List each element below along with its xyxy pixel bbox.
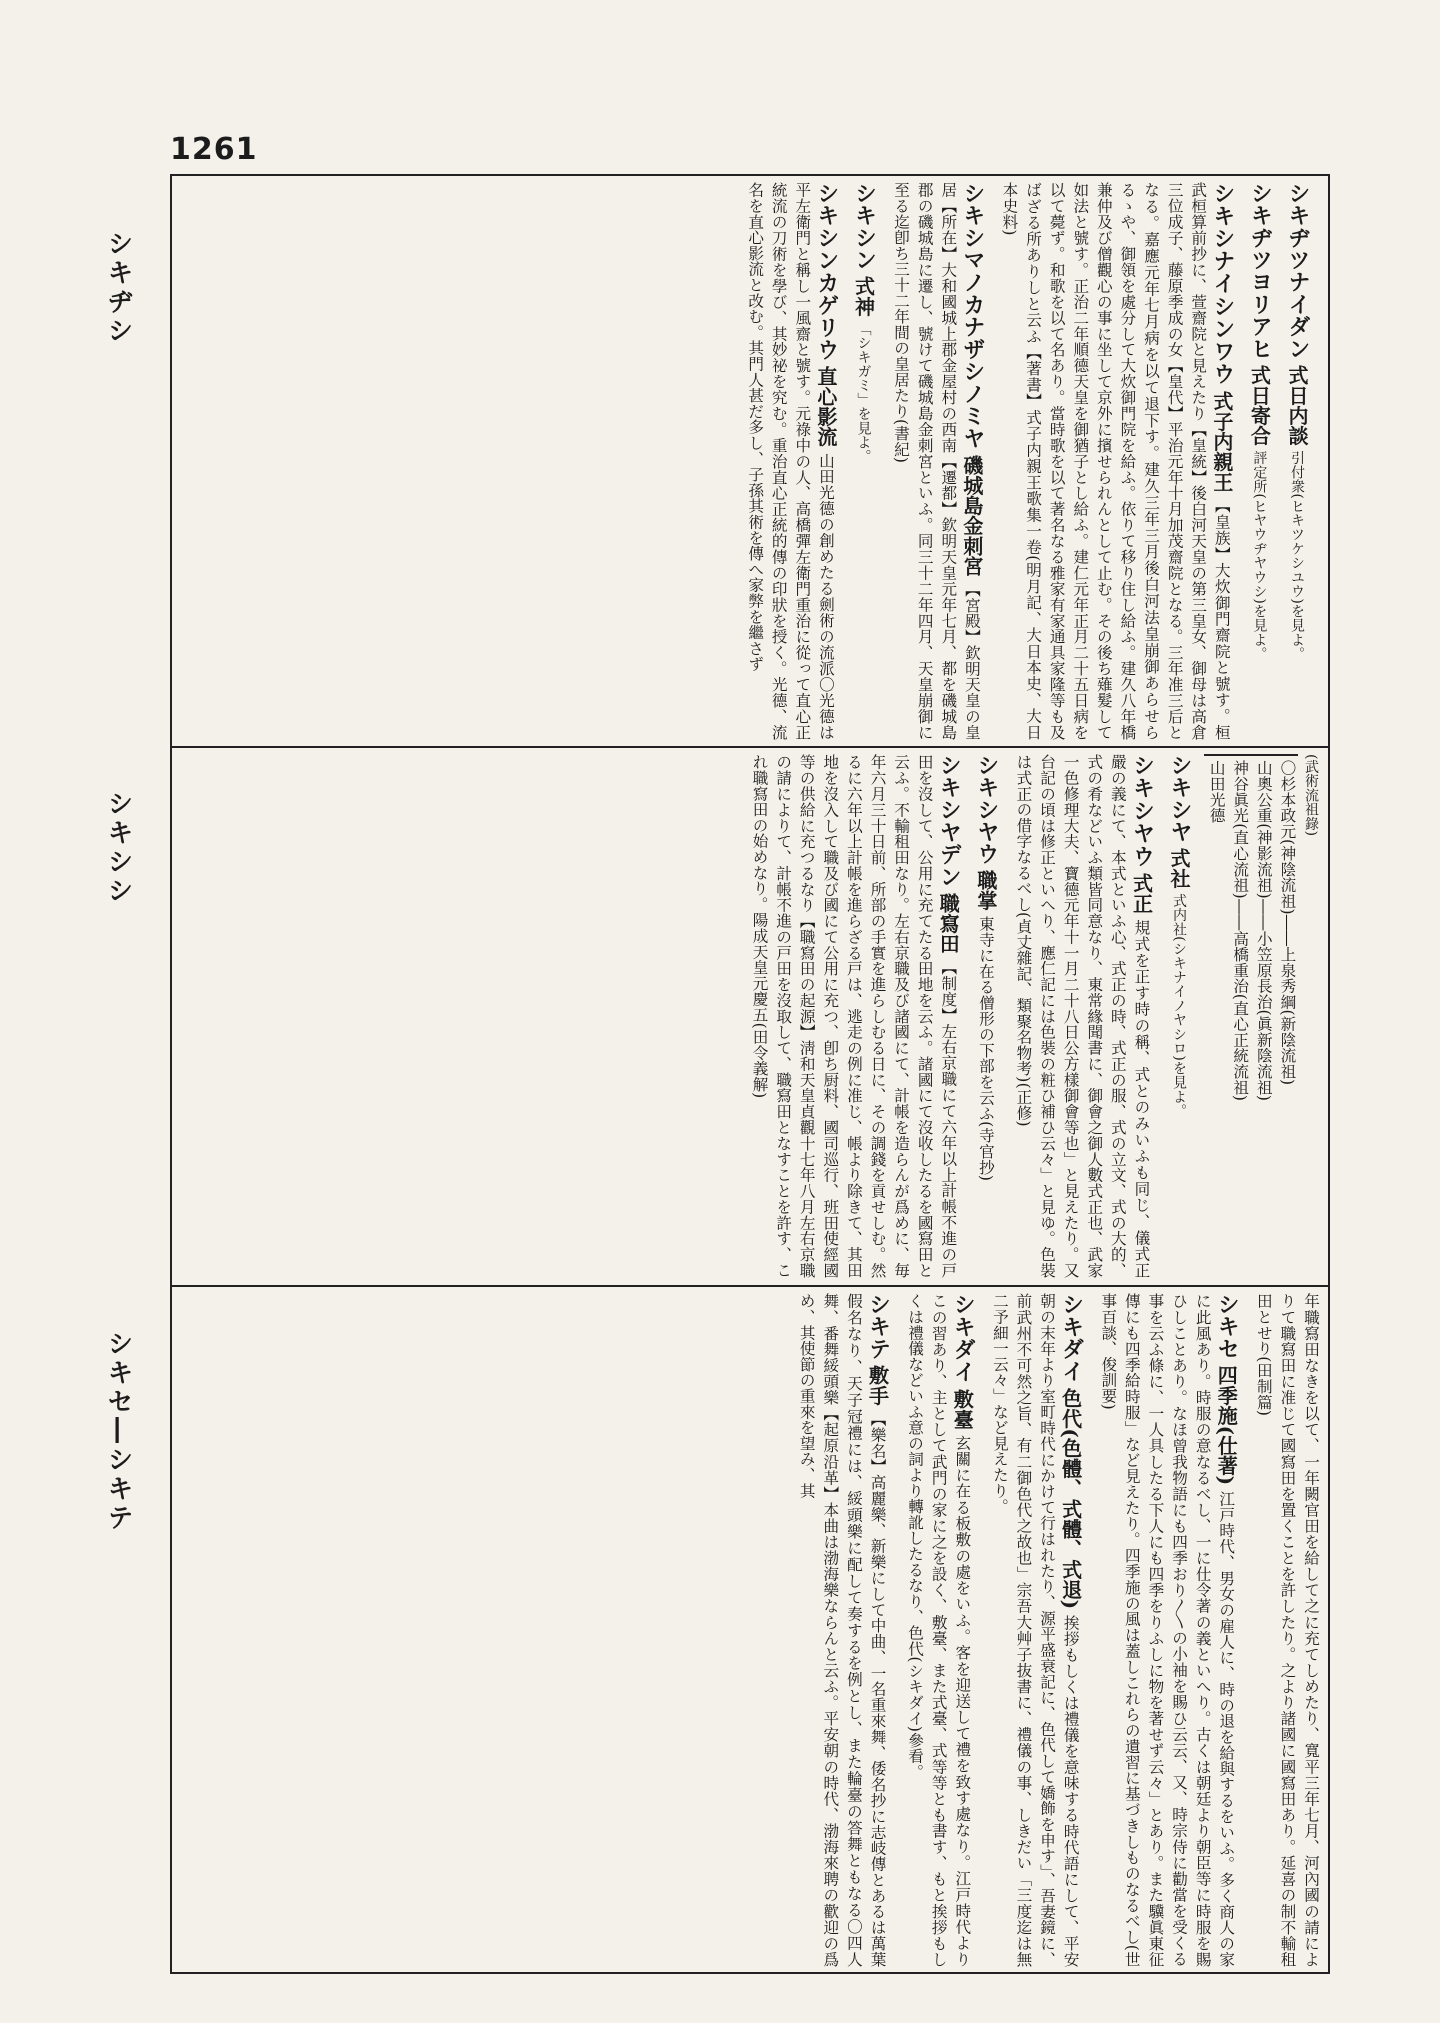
entry-note: 式内社(シキナイノヤシロ)を見よ。 (1171, 893, 1188, 1118)
entry-body: 山奧公重(神影流祖)――小笠原長治(眞新陰流祖) (1254, 760, 1273, 1102)
entry-body: 東寺に在る僧形の下部を云ふ(寺官抄) (976, 915, 995, 1182)
entry-body: 規式を正す時の稱、式とのみいふも同じ、儀式正嚴の義にて、本式といふ心、式正の時、式正の服、式の立文、式の大的、式の肴などいふ類皆同意なり、東常緣聞書に、御會之御人數式正也、武家一色修理大夫、寶德元年十一月二十八日公方樣御會等也」と見えたり。又台記の頃は修正といへり、應仁記には色裝の粧ひ補ひ云々」と見ゆ。色裝は式正の借字なるべし(貞丈雜記、類聚名物考)(正修) (1014, 754, 1151, 1278)
entry-note: 「シキガミ」を見よ。 (855, 321, 872, 464)
side-index-label: シキヂシ (103, 230, 133, 346)
entry-title: 職寫田 (936, 893, 961, 954)
entry-body: 神谷眞光(直心流祖)――高橋重治(直心正統流祖) (1231, 760, 1250, 1102)
entry-body: 江戸時代、男女の雇人に、時の退を給與するをいふ。多く商人の家に此風あり。時服の意なるべし、一に仕令著の義といへり。古くは朝廷より朝臣等に時服を賜ひしことあり。なほ曾我物語にも四季おり〳〵の小袖を賜ひ云云、又、時宗侍に勸當を受くる事を云ふ條に、一人具したる下人にも四季をりふしに物を著せず云々」とあり。また驥眞東征傳にも四季給時服」など見えたり。四季施の風は蓋しこれらの遺習に基づきしものなるべし(世事百談、俊訓要) (1099, 1293, 1236, 1967)
dictionary-entry (794, 1293, 902, 1967)
lineage-line (1228, 754, 1252, 1278)
dictionary-entry (743, 182, 851, 740)
entry-headword: シキセ (1214, 1293, 1240, 1360)
entry-note: 評定所(ヒヤウヂヤウシ)を見よ。 (1251, 450, 1268, 661)
dictionary-entry (987, 1293, 1095, 1967)
entry-title: 式神 (851, 275, 876, 317)
entry-title: 式子内親王 (1209, 390, 1234, 492)
lineage-line (1275, 754, 1299, 1278)
entry-title: 直心影流 (813, 366, 838, 448)
dictionary-entry (1166, 754, 1204, 1278)
section-divider (170, 1285, 1330, 1287)
side-index-label: シキシシ (103, 790, 133, 906)
vertical-text-flow (178, 182, 1322, 740)
dictionary-section-bottom (178, 1293, 1322, 1967)
entry-headword: シキヂツヨリアヒ (1247, 182, 1273, 360)
entry-headword: シキヂツナイダン (1285, 182, 1310, 360)
dictionary-entry (973, 754, 1011, 1278)
entry-body: 〇杉本政元(神陰流祖)――上泉秀綱(新陰流祖) (1278, 760, 1297, 1086)
dictionary-entry (1247, 182, 1285, 740)
entry-headword: シキシヤデン (936, 754, 962, 889)
vertical-text-flow (178, 1293, 1322, 1967)
entry-headword: シキダイ (950, 1293, 976, 1384)
entry-body: 山田光德 (1207, 760, 1226, 824)
entry-headword: シキシマノカナザシノミヤ (959, 182, 985, 450)
side-index-label: シキセ―シキテ (103, 1330, 133, 1533)
entry-note: (武術流祖錄) (1303, 754, 1319, 837)
dictionary-entry (1298, 754, 1322, 1278)
entry-note: 引付衆(ヒキツケシユウ)を見よ。 (1289, 450, 1305, 661)
dictionary-entry (889, 182, 997, 740)
dictionary-entry (1011, 754, 1167, 1278)
entry-body: 山田光德の創めたる劍術の流派〇光德は平左衛門と稱し一風齋と號す。元祿中の人、高橋彈左衛門重治に從って直心正統流の刀術を學び、其妙祕を究む。重治直心正統的傳の印狀を授く。光德、流名を直心影流と改む。其門人甚だ多し、子孫其術を傳へ家弊を繼さず (746, 182, 835, 740)
entry-title: 式社 (1167, 847, 1192, 889)
dictionary-section-middle (178, 754, 1322, 1278)
section-divider (170, 746, 1330, 748)
entry-title: 式日寄合 (1247, 364, 1272, 446)
dictionary-entry (1251, 1293, 1322, 1967)
vertical-text-flow (178, 754, 1322, 1278)
lineage-line (1204, 754, 1228, 1278)
entry-headword: シキダイ (1058, 1293, 1084, 1383)
entry-title: 敷手 (865, 1365, 890, 1406)
entry-title: 職掌 (973, 870, 998, 911)
dictionary-section-top (178, 182, 1322, 740)
lineage-line (1251, 754, 1275, 1278)
dictionary-entry (851, 182, 889, 740)
entry-headword: シキシンカゲリウ (813, 182, 839, 362)
entry-headword: シキシン (851, 182, 877, 271)
entry-body: 年職寫田なきを以て、一年闕官田を給して之に充てしめたり、寬平三年七月、河內國の請によりて職寫田に准じて國寫田を置くことを許したり。之より諸國に國寫田あり。延喜の制不輸租田とせり(田制篇) (1254, 1293, 1320, 1967)
entry-headword: シキシヤウ (973, 754, 999, 865)
entry-title: 色代(色體、式體、式退) (1058, 1388, 1083, 1610)
entry-headword: シキテ (865, 1293, 891, 1360)
page-number: 1261 (170, 132, 258, 167)
dictionary-entry (1284, 182, 1322, 740)
entry-title: 式日内談 (1285, 364, 1309, 446)
entry-title: 四季施(仕著) (1214, 1365, 1239, 1486)
entry-body: 【皇族】大炊御門齋院と號す。桓武桓算前抄に、萱齋院と見えたり【皇統】後白河天皇の第三皇女、御母は高倉三位成子、藤原季成の女【皇代】平治元年十月加茂齋院となる。三年准三后となる。嘉應元年七月病を以て退下す。建久三年三月後白河法皇崩御あらせらるゝや、御領を處分して大炊御門院を給ふ。依りて移り住し給ふ。建久八年橋兼仲及び僧觀心の事に坐して京外に擯せられんとして止む。その後ち薙髮して如法と號す。正治二年順德天皇を御猶子とし給ふ。建仁元年正月二十五日病を以て薨ず。和歌を以て名あり。當時歌を以て著名なる雅家有家通具家隆等も及ばざる所ありしと云ふ【著書】式子内親王歌集一卷(明月記、大日本史、大日本史料) (1000, 182, 1231, 740)
dictionary-entry (903, 1293, 988, 1967)
entry-headword: シキシナイシンワウ (1209, 182, 1235, 386)
entry-title: 敷臺 (950, 1388, 975, 1430)
dictionary-entry (997, 182, 1247, 740)
entry-title: 磯城島金刺宮 (959, 454, 984, 576)
entry-title: 式正 (1129, 873, 1154, 914)
entry-headword: シキシヤウ (1129, 754, 1155, 868)
entry-body: 【宮殿】欽明天皇の皇居【所在】大和國城上郡金屋村の西南【遷都】欽明天皇元年七月、都を磯城島郡の磯城島に遷し、號けて磯城島金刺宮といふ。同三十二年四月、天皇崩御に至る迄卽ち三十二年間の皇居たり(書紀) (892, 182, 981, 740)
entry-body: 【制度】左右京職にて六年以上計帳不進の戸田を沒して、公用に充てたる田地を云ふ。諸國にて沒收したるを國寫田と云ふ。不輸租田なり。左右京職及び諸國にて、計帳を造らんが爲めに、毎年六月三十日前、所部の手實を進らしむる日に、その調錢を貢せしむ。然るに六年以上計帳を進らざる戸は、逃走の例に准じ、帳より除きて、其田地を沒入して職及び國にて公用に充つ、卽ち厨料、國司巡行、班田使經國等の供給に充つるなり【職寫田の起源】淸和天皇貞觀十七年八月左右京職の請によりて、計帳不進の戸田を沒取して、職寫田となすことを許す、これ職寫田の始めなり。陽成天皇元慶五(田令義解) (750, 754, 958, 1278)
entry-body: 玄關に在る板敷の處をいふ。客を迎送して禮を致す處なり。江戸時代よりこの習あり、主として武門の家に之を設く、敷臺、また式臺、式等等とも書す、もと挨拶もしくは禮儀などいふ意の詞より轉訛したるなり、色代(シキダイ)參看。 (906, 1293, 972, 1967)
entry-headword: シキシヤ (1167, 754, 1193, 843)
entry-body: 挨拶もしくは禮儀を意味する時代語にして、平安朝の末年より室町時代にかけて行はれたり、源平盛衰記に、色代して嬌飾を申す」、吾妻鏡に、前武州不可然之旨、有二御色代之故也」宗吾大艸子抜書に、禮儀の事、しきだい「三度迄は無二予細一云々」など見えたり。 (990, 1293, 1080, 1967)
entry-body: 【樂名】高麗樂、新樂にして中曲、一名重來舞、倭名抄に志岐傳とあるは萬葉假名なり、天子冠禮には、綏頭樂に配して奏するを例とし、また輪臺の答舞ともなる〇四人舞、番舞綏頭樂【起原沿革】本曲は渤海樂ならんと云ふ。平安朝の時代、渤海來聘の歡迎の爲め、其使節の重來を望み、其 (797, 1293, 887, 1967)
dictionary-entry (747, 754, 973, 1278)
dictionary-entry (1096, 1293, 1252, 1967)
